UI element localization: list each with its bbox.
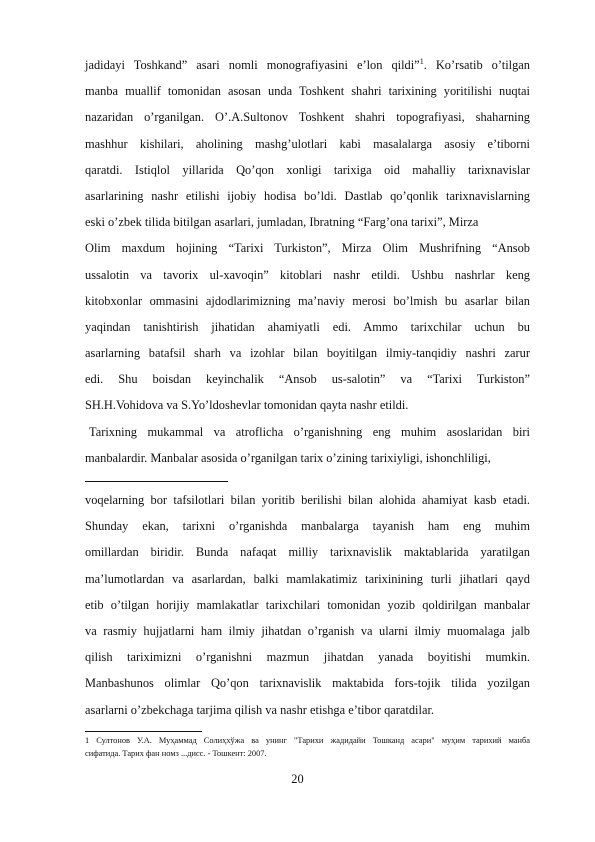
text-line: SH.H.Vohidova va S.Yo’ldoshevlar tomonidan qayta nashr etildi.: [85, 398, 409, 413]
footnote: [85, 735, 530, 760]
paragraph-3: [85, 419, 530, 471]
footnote-divider: [85, 731, 202, 732]
text-line: etib o’tilgan horijiy mamlakatlar tarixchilari tomonidan yozib qoldirilgan manbalar: [85, 597, 530, 612]
footnote-line: сифатида. Тарих фан номз ...дисс. - Тошкент: 2007.: [85, 748, 267, 758]
text-line: jadidayi Toshkand” asari nomli monografiyasini e’lon qildi”$^1$. Ko’rsatib o’tilgan: [85, 56, 530, 72]
text-line: asarlarni o’zbekchaga tarjima qilish va nashr etishga e’tibor qaratdilar.: [85, 702, 434, 717]
text-line: asarlarining nashr etilishi ijobiy hodisa bo’ldi. Dastlab qo’qonlik tarixnavislarning: [85, 188, 530, 203]
text-line: eski o’zbek tilida bitilgan asarlari, jumladan, Ibratning “Farg’ona tarixi”, Mirza: [85, 215, 479, 230]
text-line: kitobxonlar ommasini ajdodlarimizning ma’naviy merosi bo’lmish bu asarlar bilan: [85, 293, 530, 308]
text-line: edi. Shu boisdan keyinchalik “Ansob us-salotin” va “Tarixi Turkiston”: [85, 372, 530, 387]
text-line: va rasmiy hujjatlarni ham ilmiy jihatdan o’rganish va ularni ilmiy muomalaga jalb: [85, 623, 530, 638]
text-line: manbalardir. Manbalar asosida o’rganilgan tarix o’zining tarixiyligi, ishonchliligi,: [85, 450, 491, 465]
page-body: [85, 52, 530, 723]
text-line: asarlarning batafsil sharh va izohlar bilan boyitilgan ilmiy-tanqidiy nashri zarur: [85, 346, 530, 361]
footnote-reference: 1: [419, 56, 424, 66]
text-line: Olim maxdum hojining “Tarixi Turkiston”, Mirza Olim Mushrifning “Ansob: [85, 241, 530, 256]
paragraph-1: [85, 52, 530, 235]
text-line: Tarixning mukammal va atroflicha o’rganishning eng muhim asoslaridan biri: [89, 424, 530, 439]
paragraph-4: [85, 487, 530, 723]
text-line: manba muallif tomonidan asosan unda Toshkent shahri tarixining yoritilishi nuqtai: [85, 84, 530, 99]
text-line: omillardan biridir. Bunda nafaqat milliy tarixnavislik maktablarida yaratilgan: [85, 545, 530, 560]
text-line: qaratdi. Istiqlol yillarida Qo’qon xonligi tarixiga oid mahalliy tarixnavislar: [85, 162, 530, 177]
text-line: Manbashunos olimlar Qo’qon tarixnavislik maktabida fors-tojik tilida yozilgan: [85, 676, 530, 691]
paragraph-2: [85, 235, 530, 418]
text-line: ma’lumotlardan va asarlardan, balki mamlakatimiz tarixinining turli jihatlari qayd: [85, 571, 530, 586]
text-line: voqelarning bor tafsilotlari bilan yoritib berilishi bilan alohida ahamiyat kasb etadi.: [85, 493, 530, 507]
text-line: nazaridan o’rganilgan. O’.A.Sultonov Toshkent shahri topografiyasi, shaharning: [85, 110, 530, 125]
text-line: Shunday ekan, tarixni o’rganishda manbalarga tayanish ham eng muhim: [85, 519, 530, 534]
text-line: yaqindan tanishtirish jihatidan ahamiyatli edi. Ammo tarixchilar uchun bu: [85, 319, 530, 334]
text-line: mashhur kishilari, aholining mashg’ulotlari kabi masalalarga asosiy e’tiborni: [85, 136, 530, 151]
text-line: ussalotin va tavorix ul-xavoqin” kitoblari nashr etildi. Ushbu nashrlar keng: [85, 267, 530, 282]
text-line: qilish tariximizni o’rganishni mazmun jihatdan yanada boyitishi mumkin.: [85, 650, 530, 665]
section-divider: [85, 481, 228, 482]
footnote-line: 1 Султонов У.А. Муҳаммад Солиҳхўжа ва унинг "Тарихи жадидайи Тошканд асари" муҳим тарихий манба: [85, 736, 530, 745]
page-number: 20: [291, 772, 304, 786]
